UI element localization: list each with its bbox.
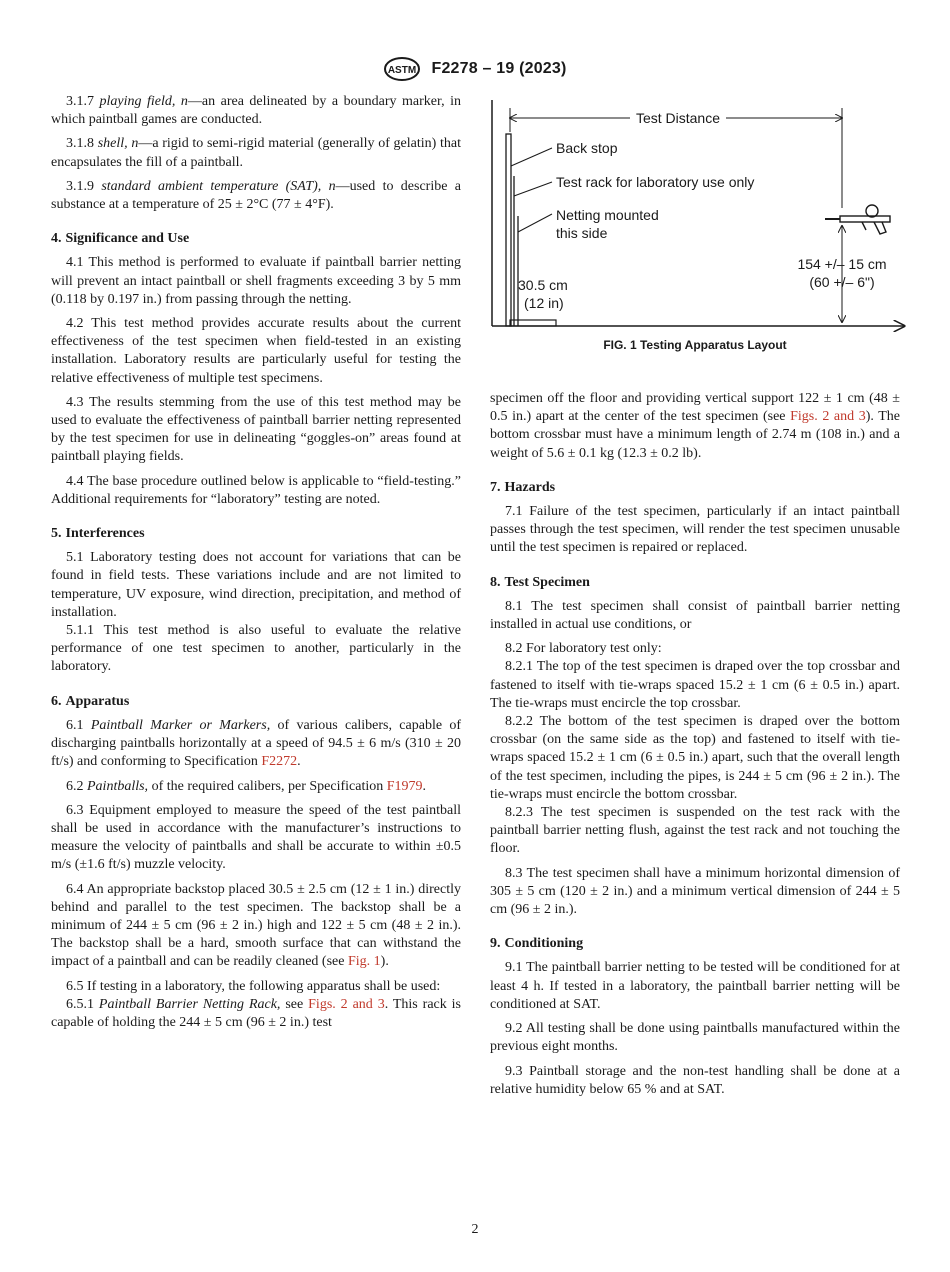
para-5-1: 5.1 Laboratory testing does not account for variations that can be found in field tests. These variations include and are not limited to temperature, UV exposure, wind direction, precipitation, and method of installation.	[51, 550, 461, 620]
para-4-4: 4.4 The base procedure outlined below is applicable to “field-testing.” Additional requirements for “laboratory” testing are noted.	[51, 473, 461, 507]
para-8-2-2: 8.2.2 The bottom of the test specimen is draped over the bottom crossbar (on the same side as the top) and fastened to itself with tie-wraps spaced 15.2 ± 1 cm (6 ± 0.5 in.) apart, such that the overall length of the test specimen, including the pipes, is 244 ± 5 cm (96 ± 2 in.). The tie-wraps must encircle the bottom crossbar.	[490, 714, 900, 802]
para-9-2: 9.2 All testing shall be done using paintballs manufactured within the previous eight months.	[490, 1021, 900, 1055]
para-7-1: 7.1 Failure of the test specimen, particularly if an intact paintball passes through the test specimen, will render the test specimen unusable until the test specimen is repaired or replaced.	[490, 504, 900, 556]
section-8-heading: 8. Test Specimen	[490, 574, 590, 590]
para-3-1-9: 3.1.9 standard ambient temperature (SAT), n—used to describe a substance at a temperature of 25 ± 2°C (77 ± 4°F).	[51, 178, 461, 213]
svg-text:ASTM: ASTM	[388, 65, 417, 76]
document-title: F2278 – 19 (2023)	[431, 60, 567, 77]
section-6-heading: 6. Apparatus	[51, 693, 130, 709]
para-6-4: 6.4 An appropriate backstop placed 30.5 ± 2.5 cm (12 ± 1 in.) directly behind and parallel to the test specimen. The backstop shall be a minimum of 244 ± 5 cm (96 ± 2 in.) high and 122 ± 5 cm (48 ± 2 in.). The backstop shall be a hard, smooth surface that can withstand the impact of a paintball and can be readily cleaned (see Fig. 1).	[51, 881, 461, 970]
svg-text:(12 in): (12 in)	[524, 295, 564, 311]
svg-text:Test rack for laboratory use o: Test rack for laboratory use only	[556, 174, 755, 190]
para-9-3: 9.3 Paintball storage and the non-test handling shall be done at a relative humidity below 65 % and at SAT.	[490, 1063, 900, 1097]
figure-1-apparatus-layout	[490, 96, 910, 356]
svg-text:(60 +/– 6"): (60 +/– 6")	[809, 274, 875, 290]
backstop	[506, 134, 511, 326]
section-7-heading: 7. Hazards	[490, 479, 556, 495]
para-4-2: 4.2 This test method provides accurate results about the current effectiveness of the test specimen when field-tested in an existing installation. Laboratory results are particularly useful for testing the relative effectiveness of multiple test specimens.	[51, 316, 461, 386]
para-8-2-3: 8.2.3 The test specimen is suspended on the test rack with the paintball barrier netting flush, against the test rack and not touching the floor.	[490, 805, 900, 857]
svg-text:Back stop: Back stop	[556, 140, 618, 156]
para-9-1: 9.1 The paintball barrier netting to be tested will be conditioned for at least 4 h. If tested in a laboratory, the paintball barrier netting will be conditioned at SAT.	[490, 960, 900, 1012]
link-figs-2-3[interactable]: Figs. 2 and 3	[308, 996, 385, 1012]
para-8-1: 8.1 The test specimen shall consist of paintball barrier netting installed in actual use conditions, or	[490, 598, 900, 633]
para-8-2: 8.2 For laboratory test only:	[505, 641, 662, 657]
para-4-1: 4.1 This method is performed to evaluate if paintball barrier netting will prevent an intact paintball or shell fragments exceeding 3 by 5 mm (0.118 by 0.197 in.) from passing through the netting.	[51, 255, 461, 307]
paintball-marker-icon	[825, 205, 890, 234]
link-f2272[interactable]: F2272	[261, 754, 298, 770]
para-4-3: 4.3 The results stemming from the use of this test method may be used to evaluate the effectiveness of paintball barrier netting represented by the test specimen for use in delineating “goggles-on” areas found at paintball playing fields.	[51, 394, 461, 465]
para-3-1-7: 3.1.7 playing field, n—an area delineated by a boundary marker, in which paintball games are conducted.	[51, 94, 461, 128]
page-header	[0, 56, 950, 82]
para-8-3: 8.3 The test specimen shall have a minimum horizontal dimension of 305 ± 5 cm (120 ± 2 in.) and a minimum vertical dimension of 244 ± 5 cm (96 ± 2 in.).	[490, 865, 900, 918]
para-6-2: 6.2 Paintballs, of the required calibers, per Specification F1979.	[66, 778, 427, 794]
link-figs-2-3-b[interactable]: Figs. 2 and 3	[790, 409, 866, 425]
rack-base	[510, 320, 556, 326]
para-3-1-8: 3.1.8 shell, n—a rigid to semi-rigid material (generally of gelatin) that encapsulates the fill of a paintball.	[51, 136, 461, 170]
para-6-1: 6.1 Paintball Marker or Markers, of various calibers, capable of discharging paintballs horizontally at a speed of 94.5 ± 6 m/s (310 ± 20 ft/s) and conforming to Specification F2272.	[51, 717, 462, 770]
para-8-2-1: 8.2.1 The top of the test specimen is draped over the top crossbar and fastened to itself with tie-wraps spaced 15.2 ± 1 cm (6 ± 0.5 in.) apart. The tie-wraps must encircle the top crossbar.	[490, 659, 900, 711]
para-5-1-1: 5.1.1 This test method is also useful to evaluate the relative performance of one test specimen to another, particularly in the laboratory.	[51, 623, 461, 675]
para-6-5: 6.5 If testing in a laboratory, the following apparatus shall be used:	[66, 978, 441, 994]
figure-caption: FIG. 1 Testing Apparatus Layout	[603, 338, 787, 352]
left-column	[51, 93, 461, 1038]
para-6-5-1: 6.5.1 Paintball Barrier Netting Rack, see Figs. 2 and 3. This rack is capable of holding the 244 ± 5 cm (96 ± 2 in.) test	[51, 996, 461, 1030]
section-4-heading: 4. Significance and Use	[51, 231, 190, 247]
link-fig-1[interactable]: Fig. 1	[347, 954, 381, 970]
svg-text:Netting mounted: Netting mounted	[556, 207, 659, 223]
svg-text:154 +/– 15 cm: 154 +/– 15 cm	[797, 256, 887, 272]
section-9-heading: 9. Conditioning	[490, 936, 584, 952]
svg-text:this side: this side	[556, 225, 608, 241]
para-6-3: 6.3 Equipment employed to measure the speed of the test paintball shall be used in accordance with the manufacturer’s instructions to measure the velocity of paintballs and shall be accurate to within ±0.5 m/s (±1.6 ft/s) muzzle velocity.	[51, 802, 461, 873]
page-number: 2	[471, 1222, 479, 1237]
para-6-5-1-continued: specimen off the floor and providing vertical support 122 ± 1 cm (48 ± 0.5 in.) apart at the center of the test specimen (see Figs. 2 and 3). The bottom crossbar must have a minimum length of 2.74 m (108 in.) and a weight of 5.6 ± 0.1 kg (12.3 ± 0.2 lb).	[490, 391, 900, 461]
astm-logo-icon	[383, 56, 421, 82]
right-column	[490, 390, 900, 1105]
section-5-heading: 5. Interferences	[51, 526, 145, 542]
svg-text:30.5 cm: 30.5 cm	[518, 277, 568, 293]
svg-text:Test Distance: Test Distance	[635, 110, 721, 126]
link-f1979[interactable]: F1979	[386, 778, 423, 794]
